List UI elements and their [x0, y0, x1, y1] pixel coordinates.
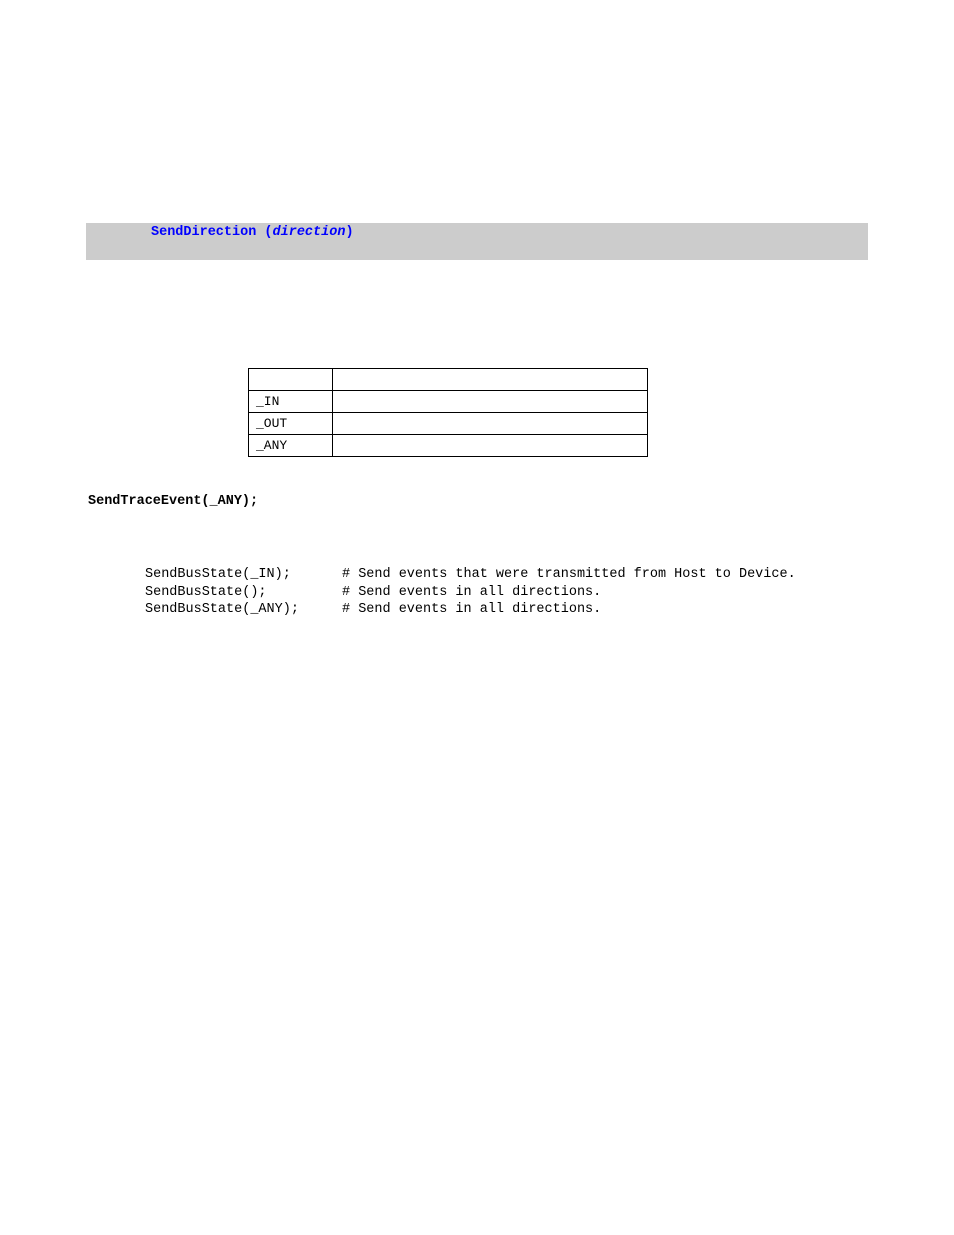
code-example — [145, 566, 935, 619]
table-row — [249, 391, 648, 413]
direction-table — [248, 368, 648, 457]
code-comment: # Send events that were transmitted from Host to Device. — [342, 567, 796, 582]
syntax-line — [151, 225, 354, 240]
table-cell-description — [333, 413, 648, 435]
parameter-name: direction — [272, 225, 346, 240]
syntax-box — [86, 223, 868, 260]
table-cell-description — [333, 435, 648, 457]
table-row — [249, 435, 648, 457]
code-statement: SendBusState(_IN); — [145, 567, 291, 582]
table-cell-value: _OUT — [249, 413, 333, 435]
code-line — [145, 601, 935, 619]
code-statement: SendBusState(_ANY); — [145, 602, 299, 617]
table-cell-description — [333, 391, 648, 413]
open-paren: ( — [264, 225, 273, 240]
code-line — [145, 566, 935, 584]
code-comment: # Send events in all directions. — [342, 584, 602, 600]
table-cell-value: _IN — [249, 391, 333, 413]
example-call: SendTraceEvent(_ANY); — [88, 494, 259, 509]
table-cell-value — [249, 369, 333, 391]
table-cell-value: _ANY — [249, 435, 333, 457]
table-cell-description — [333, 369, 648, 391]
table-row — [249, 413, 648, 435]
close-paren: ) — [345, 225, 354, 240]
code-statement: SendBusState(); — [145, 584, 267, 600]
code-comment: # Send events in all directions. — [342, 602, 602, 617]
table-row-header — [249, 369, 648, 391]
function-name: SendDirection — [151, 225, 265, 240]
code-line — [145, 584, 935, 602]
